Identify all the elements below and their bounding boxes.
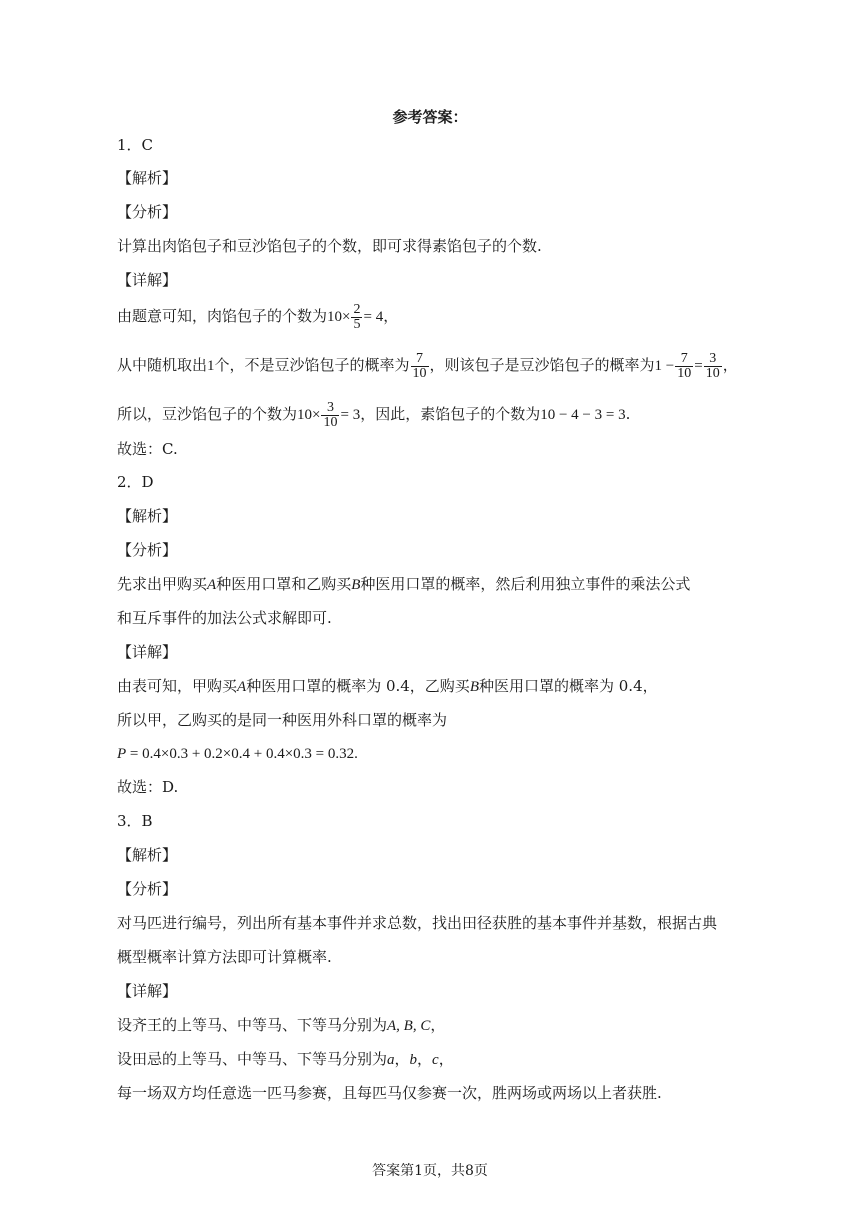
page-footer: 答案第1页，共8页: [372, 1163, 488, 1179]
q2-analysis-line1: 先求出甲购买A种医用口罩和乙购买B种医用口罩的概率，然后利用独立事件的乘法公式: [117, 575, 691, 593]
q2-detail-formula: P = 0.4×0.3 + 0.2×0.4 + 0.4×0.3 = 0.32.: [117, 746, 358, 762]
q3-answer: 3．B: [117, 812, 153, 830]
q2-answer: 2．D: [117, 473, 154, 491]
q1-detail-line1: 由题意可知，肉馅包子的个数为10× $\frac{2}{5}$ = 4，: [117, 301, 399, 332]
q2-xiangjie-label: 【详解】: [117, 643, 178, 661]
q2-detail-line1: 由表可知，甲购买A种医用口罩的概率为 0.4，乙购买B种医用口罩的概率为 0.4，: [117, 677, 658, 695]
fraction: $\frac{3}{10}$: [705, 350, 720, 381]
q2-jiexi-label: 【解析】: [117, 507, 178, 525]
q1-fenxi-label: 【分析】: [117, 203, 178, 221]
q3-fenxi-label: 【分析】: [117, 880, 178, 898]
q1-jiexi-label: 【解析】: [117, 169, 178, 187]
q1-choice: 故选：C.: [117, 440, 178, 458]
q1-answer: 1．C: [117, 136, 154, 154]
fraction: $\frac{2}{5}$: [353, 301, 361, 332]
fraction: $\frac{7}{10}$: [412, 350, 427, 381]
q3-xiangjie-label: 【详解】: [117, 982, 178, 1000]
q2-fenxi-label: 【分析】: [117, 541, 178, 559]
q3-detail-line1: 设齐王的上等马、中等马、下等马分别为A, B, C，: [117, 1016, 446, 1034]
page-title: 参考答案：: [392, 108, 468, 126]
q1-analysis: 计算出肉馅包子和豆沙馅包子的个数，即可求得素馅包子的个数.: [117, 237, 542, 255]
q3-detail-line2: 设田忌的上等马、中等马、下等马分别为a，b，c，: [117, 1050, 454, 1068]
q1-detail-line3: 所以，豆沙馅包子的个数为10× $\frac{3}{10}$ = 3，因此，素馅包子的个数为10 − 4 − 3 = 3.: [117, 399, 631, 430]
q2-analysis-line2: 和互斥事件的加法公式求解即可.: [117, 609, 332, 627]
q3-analysis-line2: 概型概率计算方法即可计算概率.: [117, 948, 332, 966]
q2-choice: 故选：D.: [117, 778, 179, 796]
q3-analysis-line1: 对马匹进行编号，列出所有基本事件并求总数，找出田径获胜的基本事件并基数，根据古典: [117, 914, 718, 932]
q2-detail-line2: 所以甲，乙购买的是同一种医用外科口罩的概率为: [117, 711, 448, 729]
q1-detail-line2: 从中随机取出1个，不是豆沙馅包子的概率为 $\frac{7}{10}$ ，则该包子是豆沙馅包子的概率为1 − $\frac{7}{10}$ = $\frac{3}{10}$ ，: [117, 350, 738, 381]
q3-detail-line3: 每一场双方均任意选一匹马参赛，且每匹马仅参赛一次，胜两场或两场以上者获胜.: [117, 1084, 662, 1102]
q3-jiexi-label: 【解析】: [117, 846, 178, 864]
fraction: $\frac{3}{10}$: [323, 399, 338, 430]
q1-xiangjie-label: 【详解】: [117, 271, 178, 289]
fraction: $\frac{7}{10}$: [677, 350, 692, 381]
